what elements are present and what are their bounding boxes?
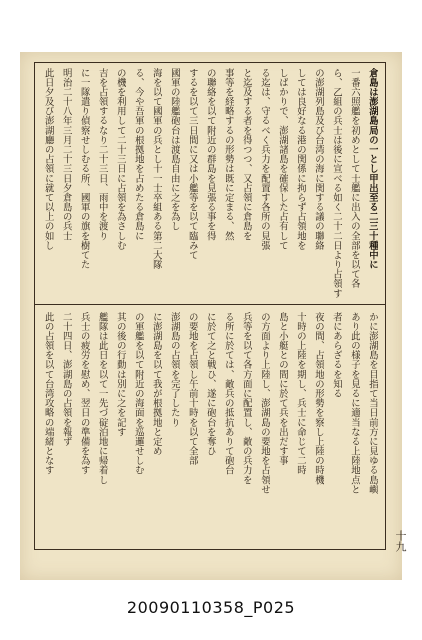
text-column: 二十四日、澎湖島の占領を報ず: [60, 312, 72, 447]
text-column: 海を以て國軍の兵とし十一士卒組ある第二大隊: [150, 68, 162, 270]
text-column: かに澎湖島を目指て当日前方に見ゆる島嶼: [366, 312, 378, 495]
text-column: 此日夕及び澎湖廳の占領に就て以上の如し: [42, 68, 54, 251]
text-column: 吉を占領するなり二十三日、雨中を渡り: [96, 68, 108, 241]
text-column: と迄及する者を得つつ、又占領に倉島を: [240, 68, 252, 241]
text-column: に於て之と戦ひ、遂に砲台を奪ひ: [204, 312, 216, 456]
text-column: 國軍の陸艦砲台は渡島自由に之を為し: [168, 68, 180, 232]
text-column: あり此の様子を見るに適当なる上陸地点と: [348, 312, 360, 495]
text-column: 者にあらざるを知る: [330, 312, 342, 399]
lower-text-block: [42, 312, 378, 542]
catalog-id-caption: 20090110358_P025: [126, 598, 296, 617]
text-column: 夜の間、占領地の形勢を察し上陸の時機: [312, 312, 324, 485]
text-column: 艦隊は此日を以て一先づ碇泊地に帰着し: [96, 312, 108, 485]
text-column: に一隊遣り偵察せしむる所、國軍の旗を樹てた: [78, 68, 90, 270]
text-column: 兵等を以て各方面に配置し、敵の兵力を: [240, 312, 252, 485]
text-column: の聯絡を以て附近の群島を見張る事を得: [204, 68, 216, 241]
text-column: の方面より上陸し、澎湖島の要地を占領せ: [258, 312, 270, 495]
text-column: の軍艦を以て附近の海面を巡邏せしむ: [132, 312, 144, 476]
text-column: の澎湖列島及び台湾の海に関する議の聯絡: [312, 68, 324, 251]
page-number: 十九: [394, 530, 407, 552]
section-divider-rule: [34, 304, 386, 305]
text-column: の機を利用して二十三日に占領を為さしむ: [114, 68, 126, 251]
text-column: 十時の上陸を期し、兵士に命じて二時: [294, 312, 306, 476]
text-column: しばかりで、澎湖諸島を確保した占有して: [276, 68, 288, 251]
text-column: 此の占領を以て台湾攻略の端緒となす: [42, 312, 54, 476]
document-page: [20, 52, 407, 580]
text-column: するを以て三日間に又は小艦等を以て臨みて: [186, 68, 198, 260]
text-column: 事等を経略するの形勢は既に定まる、然: [222, 68, 234, 241]
text-column: 其の後の行動は別に之を記す: [114, 312, 126, 437]
text-column: 兵士の疲労を慰め、翌日の準備を為す: [78, 312, 90, 476]
text-column: 澎湖島の占領を完了したり: [168, 312, 180, 428]
text-column: ら、乙組の兵士は後に宣べる如く二十二日より占領す: [330, 68, 342, 299]
text-column: 明治二十八年三月二十三日夕倉島の兵士: [60, 68, 72, 241]
text-column: 倉島は澎湖島局の一とし甲出至る二三十種中に: [366, 68, 378, 270]
text-column: 一番六照艦を初めとして士艦に出入の全部を以て各: [348, 68, 360, 289]
text-column: る迄は、守るべく兵力を配置す各所の見張: [258, 68, 270, 251]
text-column: る、今や吾軍の根拠地を占めたる倉島に: [132, 68, 144, 241]
upper-text-block: [42, 68, 378, 300]
text-column: 島と小艇との間に於て兵を出だす事: [276, 312, 288, 466]
text-column: しては良好なる港の関係に拘らず占領地を: [294, 68, 306, 251]
text-column: の要地を占領し午前十時を以て全部: [186, 312, 198, 466]
text-column: る所に於ては、敵兵の抵抗ありて砲台: [222, 312, 234, 476]
text-column: に澎湖島を以て我が根拠地と定め: [150, 312, 162, 456]
